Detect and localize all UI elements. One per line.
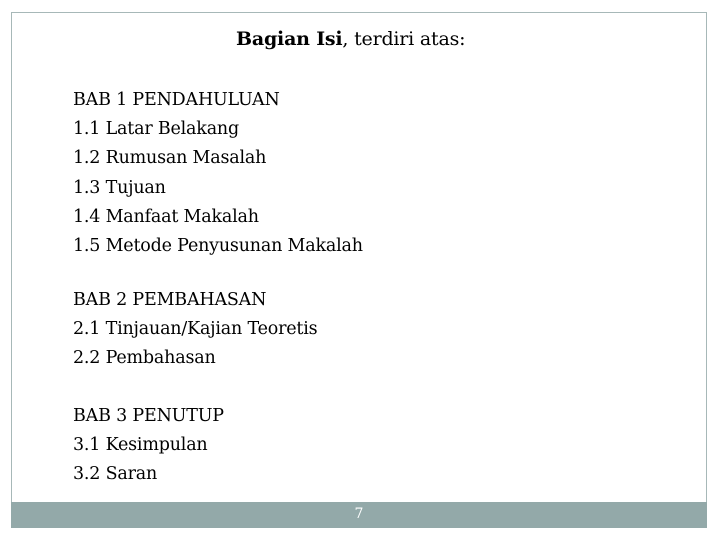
section-heading: BAB 2 PEMBAHASAN	[73, 290, 267, 310]
section-item: 3.2 Saran	[73, 464, 158, 485]
title-rest-text: , terdiri atas:	[342, 28, 466, 50]
section-item: 1.2 Rumusan Masalah	[73, 148, 267, 169]
section-bab-1	[73, 86, 363, 261]
title-bold-text: Bagian Isi	[236, 28, 343, 50]
section-heading: BAB 1 PENDAHULUAN	[73, 90, 280, 110]
section-heading: BAB 3 PENUTUP	[73, 406, 224, 426]
section-item: 1.3 Tujuan	[73, 177, 166, 198]
page-number: 7	[354, 506, 364, 522]
section-item: 2.1 Tinjauan/Kajian Teoretis	[73, 319, 318, 340]
section-item: 3.1 Kesimpulan	[73, 435, 208, 456]
section-item: 1.5 Metode Penyusunan Makalah	[73, 236, 363, 257]
section-bab-3	[73, 402, 224, 490]
section-item: 1.1 Latar Belakang	[73, 119, 239, 140]
slide-title	[236, 28, 465, 50]
footer-bar	[11, 502, 707, 528]
section-item: 2.2 Pembahasan	[73, 348, 216, 369]
section-item: 1.4 Manfaat Makalah	[73, 206, 259, 227]
section-bab-2	[73, 286, 317, 374]
